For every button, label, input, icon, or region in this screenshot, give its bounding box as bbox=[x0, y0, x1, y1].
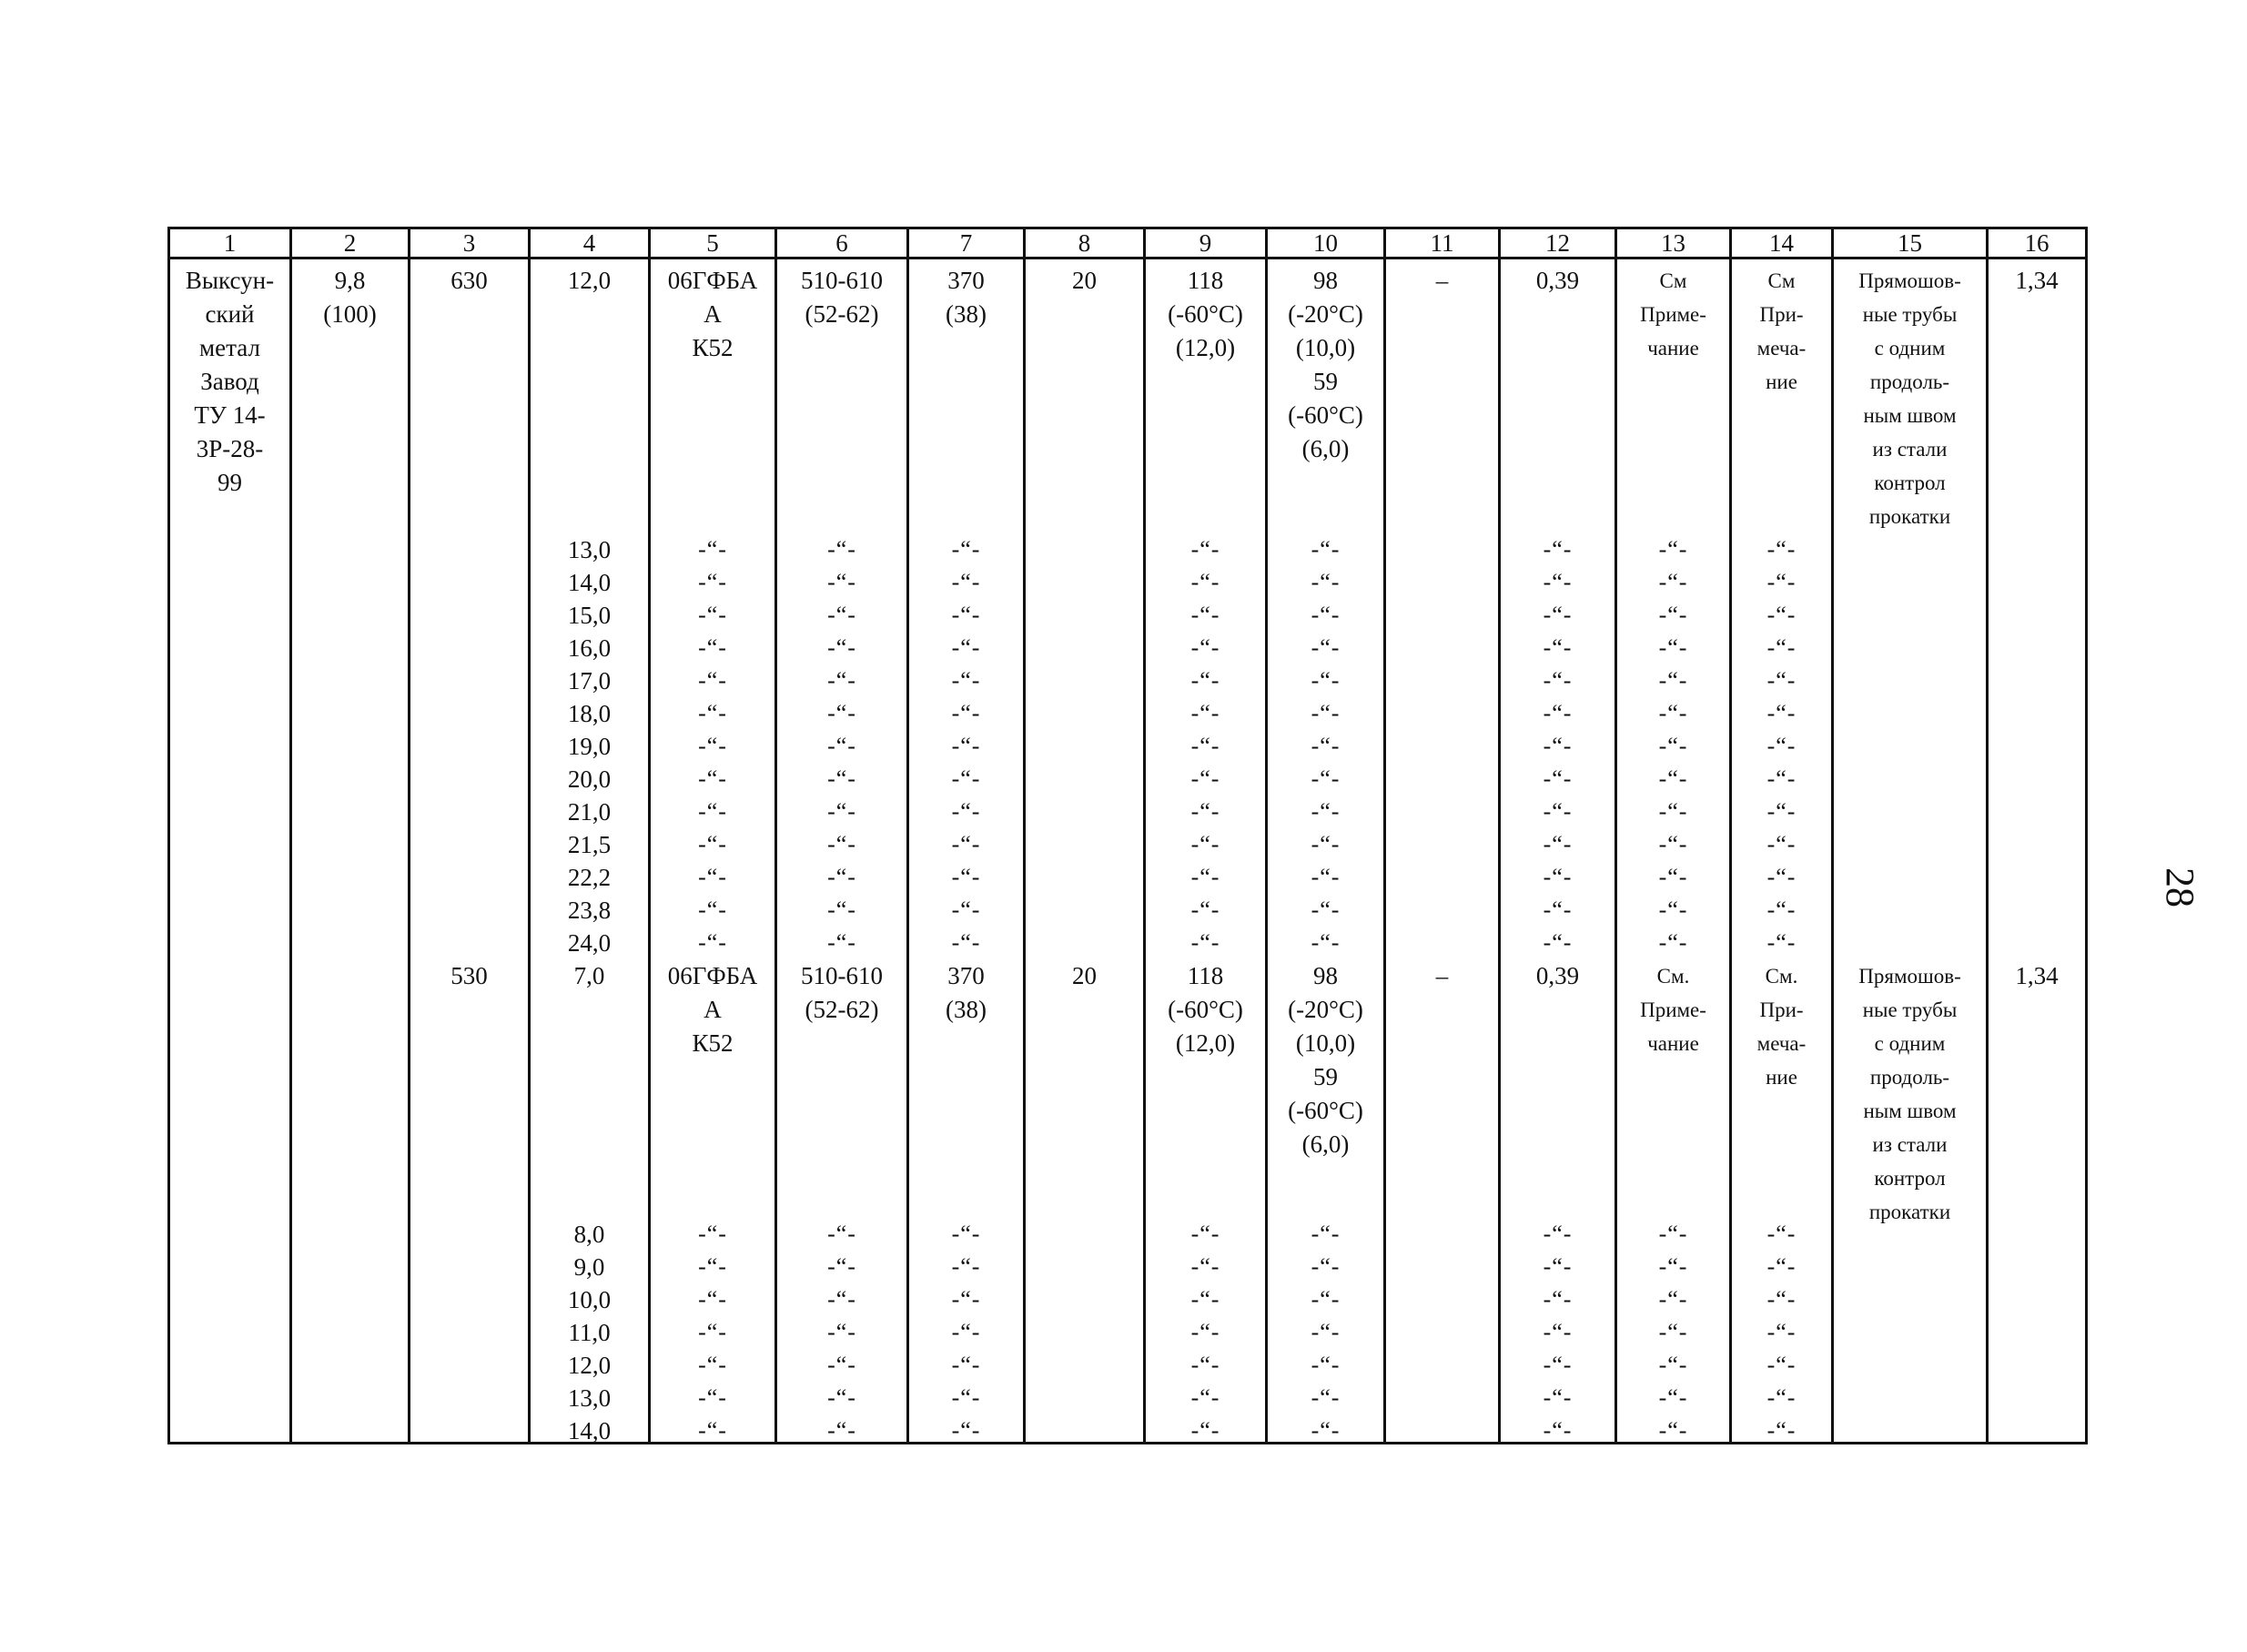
ditto-marks: -“- -“- -“- -“- -“- -“- -“- -“- -“- -“- -“- -“- -“- bbox=[951, 536, 981, 956]
elongation: 20 bbox=[1072, 962, 1097, 989]
ditto-marks: -“- -“- -“- -“- -“- -“- -“- -“- -“- -“- -“- -“- -“- bbox=[1766, 536, 1797, 956]
outer-diameter: 630 bbox=[450, 267, 488, 294]
ditto-marks: -“- -“- -“- -“- -“- -“- -“- bbox=[1543, 1221, 1573, 1444]
column-header: 10 bbox=[1313, 229, 1338, 257]
column-header: 3 bbox=[462, 229, 476, 257]
yield-strength: 370 (38) bbox=[946, 962, 987, 1023]
column-header: 9 bbox=[1199, 229, 1212, 257]
column-16-value: 1,34 bbox=[2015, 962, 2059, 989]
wall-thickness-list: 13,0 14,0 15,0 16,0 17,0 18,0 19,0 20,0 21,0 21,5 22,2 23,8 24,0 bbox=[567, 536, 612, 957]
note-reference: См. При- меча- ние bbox=[1756, 965, 1807, 1089]
column-header: 15 bbox=[1898, 229, 1922, 257]
plant-name: Выксун- ский метал Завод ТУ 14- 3Р-28- 99 bbox=[185, 267, 275, 496]
ditto-marks: -“- -“- -“- -“- -“- -“- -“- -“- -“- -“- -“- -“- -“- bbox=[1658, 536, 1688, 956]
tensile-strength: 510-610 (52-62) bbox=[801, 267, 883, 328]
elongation: 20 bbox=[1072, 267, 1097, 294]
column-12-value: 0,39 bbox=[1535, 962, 1580, 989]
column-11-value: – bbox=[1435, 267, 1449, 294]
column-divider bbox=[1383, 227, 1386, 1444]
column-header: 4 bbox=[582, 229, 596, 257]
column-divider bbox=[1023, 227, 1026, 1444]
column-header: 12 bbox=[1545, 229, 1570, 257]
column-header: 7 bbox=[959, 229, 973, 257]
note-reference: См. Приме- чание bbox=[1640, 965, 1706, 1055]
column-12-value: 0,39 bbox=[1535, 267, 1580, 294]
ditto-marks: -“- -“- -“- -“- -“- -“- -“- bbox=[827, 1221, 856, 1444]
impact-strength-9: 118 (-60°С) (12,0) bbox=[1168, 267, 1243, 361]
column-header: 11 bbox=[1430, 229, 1454, 257]
ditto-marks: -“- -“- -“- -“- -“- -“- -“- bbox=[1766, 1221, 1797, 1444]
ditto-marks: -“- -“- -“- -“- -“- -“- -“- bbox=[1658, 1221, 1688, 1444]
ditto-marks: -“- -“- -“- -“- -“- -“- -“- bbox=[698, 1221, 727, 1444]
wall-thickness-list: 8,0 9,0 10,0 11,0 12,0 13,0 14,0 bbox=[567, 1221, 612, 1444]
ditto-marks: -“- -“- -“- -“- -“- -“- -“- -“- -“- -“- -“- -“- -“- bbox=[698, 536, 727, 956]
ditto-marks: -“- -“- -“- -“- -“- -“- -“- -“- -“- -“- -“- -“- -“- bbox=[1311, 536, 1341, 956]
ditto-marks: -“- -“- -“- -“- -“- -“- -“- -“- -“- -“- -“- -“- -“- bbox=[827, 536, 856, 956]
ditto-marks: -“- -“- -“- -“- -“- -“- -“- -“- -“- -“- -“- -“- -“- bbox=[1190, 536, 1220, 956]
header-divider bbox=[167, 257, 2088, 259]
column-divider bbox=[1986, 227, 1989, 1444]
outer-diameter: 530 bbox=[450, 962, 488, 989]
tensile-strength: 510-610 (52-62) bbox=[801, 962, 883, 1023]
column-divider bbox=[289, 227, 292, 1444]
ditto-marks: -“- -“- -“- -“- -“- -“- -“- bbox=[1190, 1221, 1220, 1444]
working-pressure: 9,8 (100) bbox=[323, 267, 377, 328]
note-reference: См При- меча- ние bbox=[1756, 269, 1807, 393]
steel-grade: 06ГФБА А К52 bbox=[667, 267, 758, 361]
column-header: 16 bbox=[2024, 229, 2050, 257]
column-header: 2 bbox=[343, 229, 357, 257]
wall-thickness: 7,0 bbox=[573, 962, 605, 989]
note-reference: См Приме- чание bbox=[1640, 269, 1706, 360]
column-header: 1 bbox=[223, 229, 237, 257]
ditto-marks: -“- -“- -“- -“- -“- -“- -“- bbox=[951, 1221, 981, 1444]
impact-strength-10: 98 (-20°С) (10,0) 59 (-60°С) (6,0) bbox=[1288, 267, 1363, 462]
impact-strength-9: 118 (-60°С) (12,0) bbox=[1168, 962, 1243, 1057]
wall-thickness: 12,0 bbox=[567, 267, 612, 294]
page-number: 28 bbox=[2158, 867, 2202, 907]
steel-grade: 06ГФБА А К52 bbox=[667, 962, 758, 1057]
column-header: 14 bbox=[1769, 229, 1794, 257]
column-header: 13 bbox=[1661, 229, 1685, 257]
column-11-value: – bbox=[1435, 962, 1449, 989]
column-16-value: 1,34 bbox=[2015, 267, 2059, 294]
yield-strength: 370 (38) bbox=[946, 267, 987, 328]
column-divider bbox=[408, 227, 410, 1444]
pipe-description: Прямошов- ные трубы с одним продоль- ным швом из стали контрол прокатки bbox=[1858, 269, 1961, 528]
pipe-description: Прямошов- ные трубы с одним продоль- ным швом из стали контрол прокатки bbox=[1858, 965, 1961, 1223]
ditto-marks: -“- -“- -“- -“- -“- -“- -“- -“- -“- -“- -“- -“- -“- bbox=[1543, 536, 1573, 956]
ditto-marks: -“- -“- -“- -“- -“- -“- -“- bbox=[1311, 1221, 1341, 1444]
column-header: 6 bbox=[835, 229, 848, 257]
impact-strength-10: 98 (-20°С) (10,0) 59 (-60°С) (6,0) bbox=[1288, 962, 1363, 1158]
column-header: 5 bbox=[706, 229, 719, 257]
column-header: 8 bbox=[1078, 229, 1091, 257]
